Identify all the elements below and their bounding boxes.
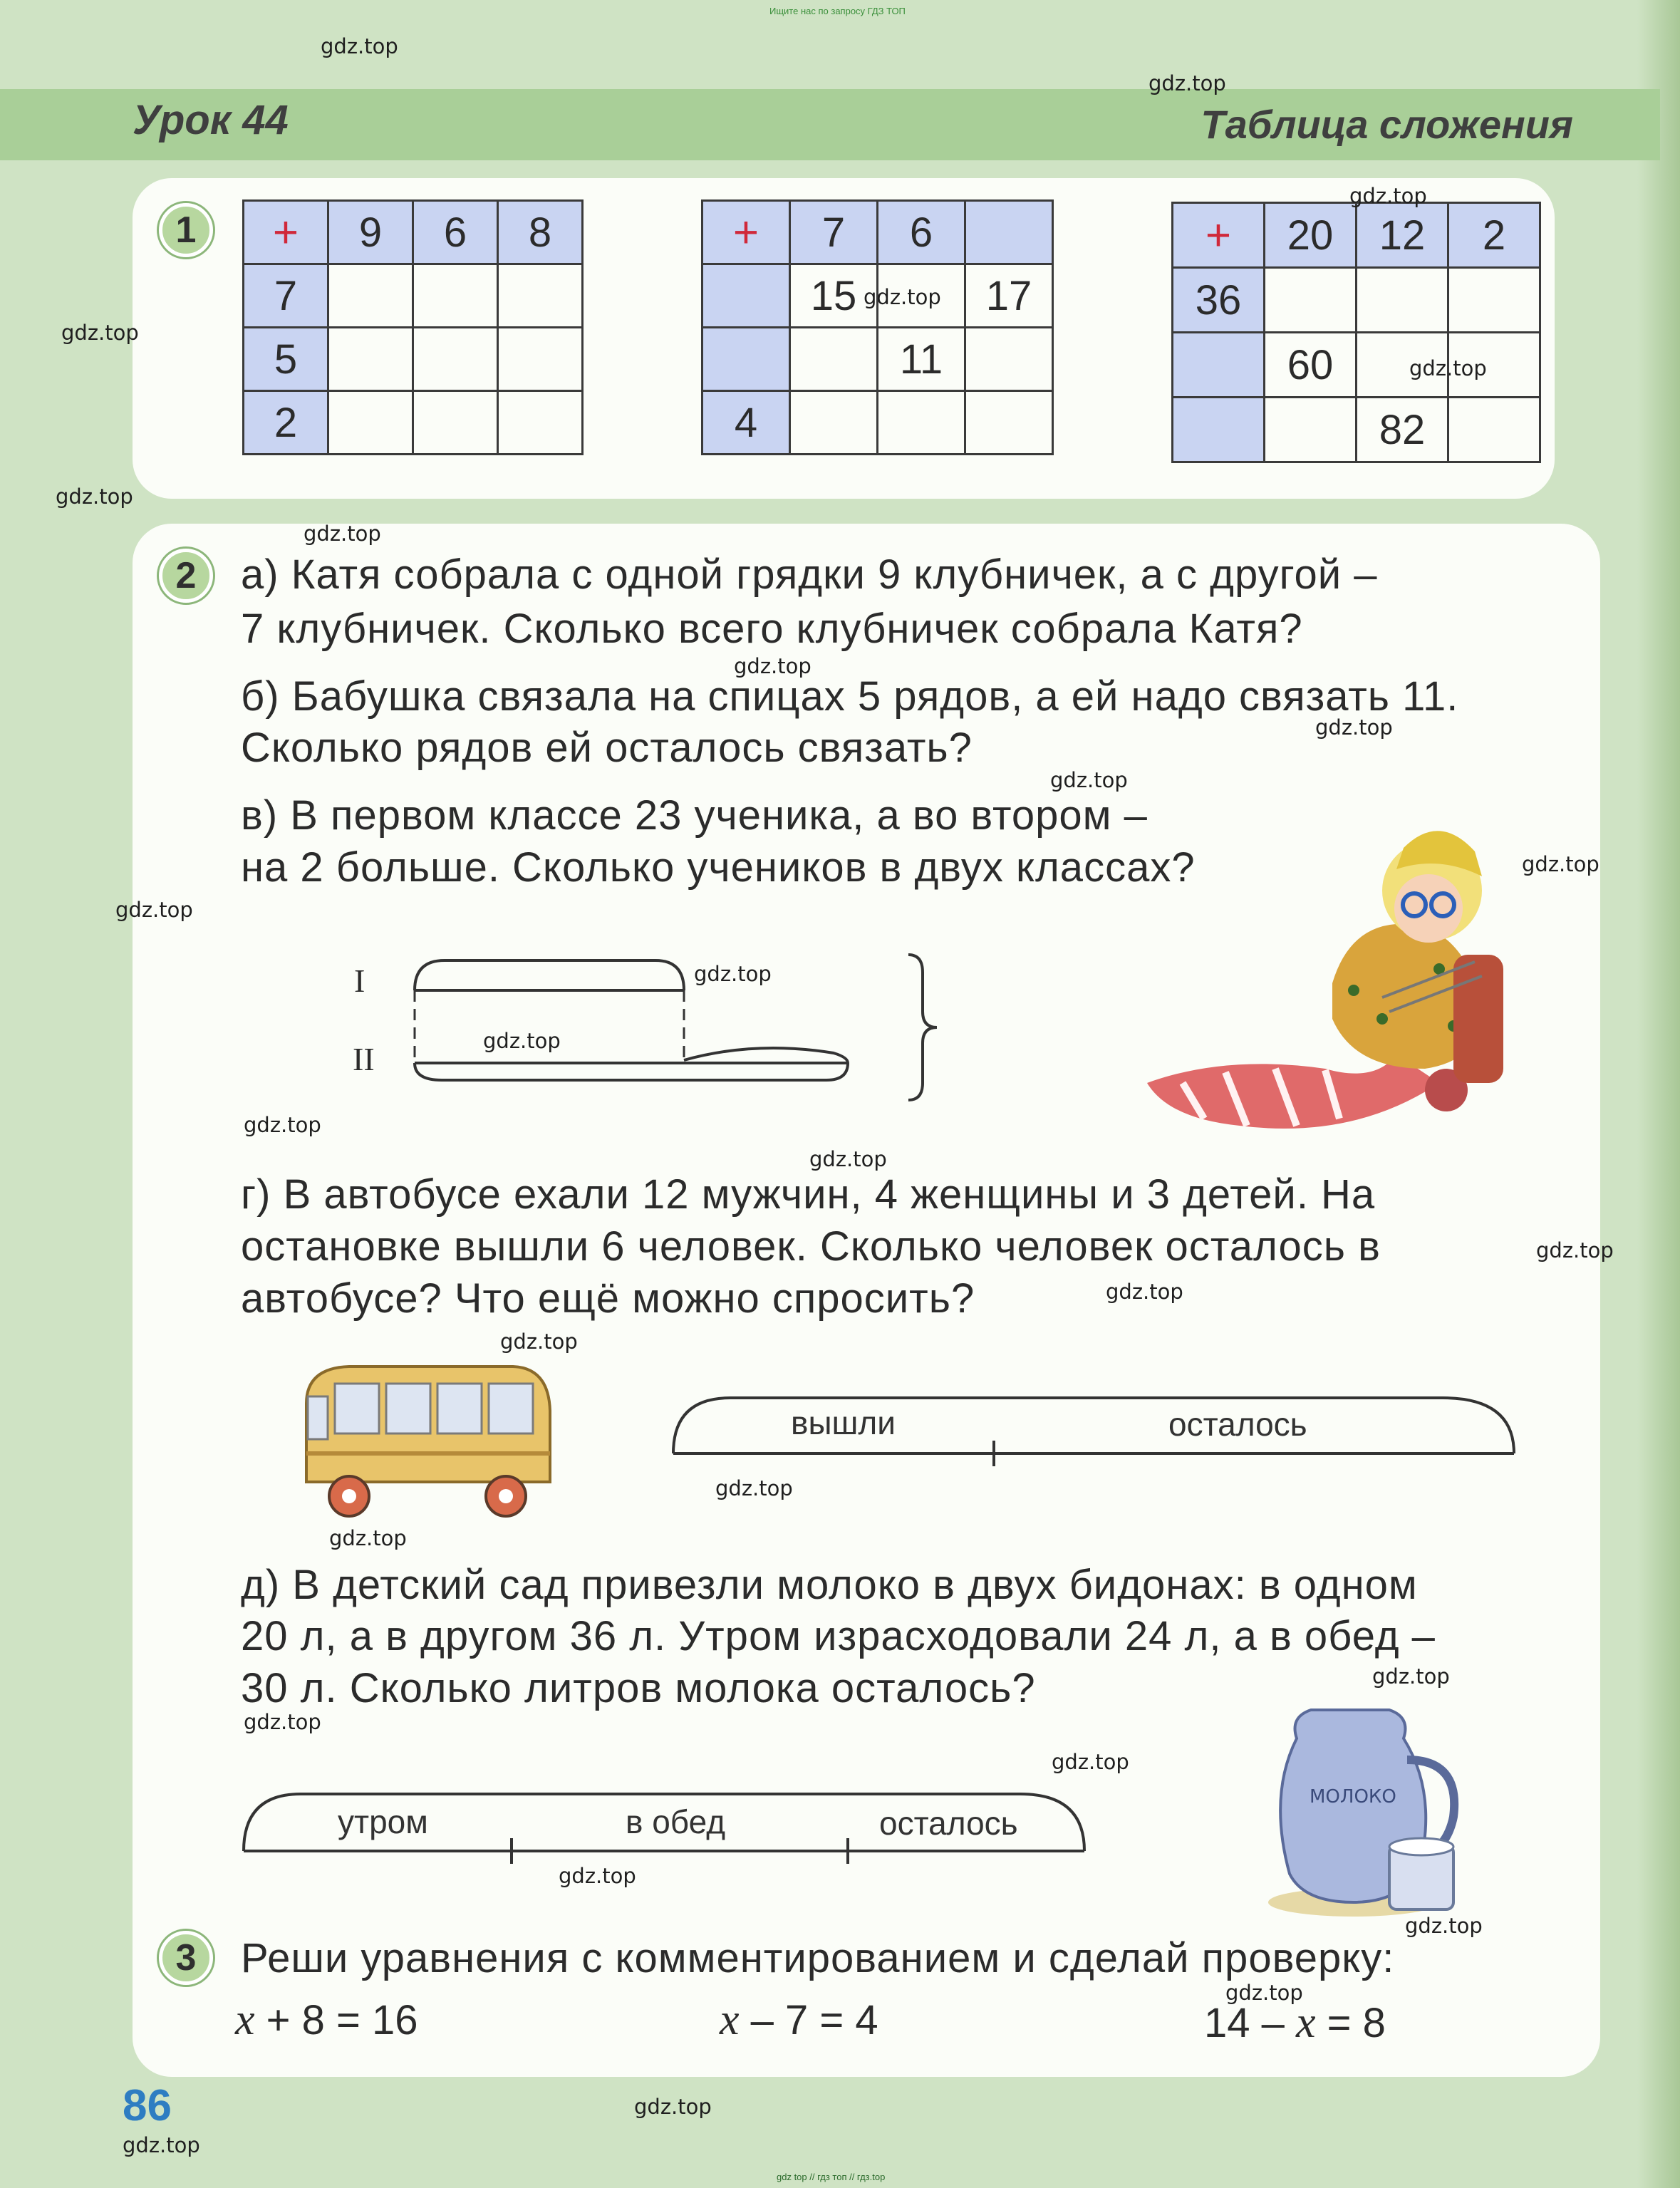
segment-label-1: I <box>354 963 365 999</box>
grandma-knitting-illustration <box>1140 784 1539 1183</box>
watermark: gdz.top <box>1409 356 1487 380</box>
col-header: 9 <box>328 201 413 264</box>
watermark: gdz.top <box>1050 768 1128 792</box>
table-cell[interactable] <box>1448 268 1540 333</box>
table-cell: 17 <box>965 264 1053 328</box>
table-cell: 15 <box>790 264 878 328</box>
problem-g-line2: остановке вышли 6 человек. Сколько человек осталось в <box>241 1223 1381 1270</box>
table-cell[interactable] <box>498 391 583 455</box>
addition-table-3 <box>1171 202 1541 463</box>
equation-1-rest: + 8 = 16 <box>254 1997 418 2043</box>
watermark: gdz.top <box>1052 1750 1129 1774</box>
watermark: gdz.top <box>123 2133 200 2157</box>
table-cell[interactable] <box>328 391 413 455</box>
watermark: gdz.top <box>1405 1914 1483 1938</box>
watermark: gdz.top <box>634 2095 712 2119</box>
plus-sign: + <box>702 201 790 264</box>
plus-sign: + <box>1173 203 1265 268</box>
col-header: 20 <box>1265 203 1357 268</box>
problem-g-line1: г) В автобусе ехали 12 мужчин, 4 женщины и 3 детей. На <box>241 1171 1376 1218</box>
watermark: gdz.top <box>329 1526 407 1550</box>
segment-label-left: вышли <box>791 1404 896 1441</box>
table-cell[interactable] <box>413 264 498 328</box>
addition-table-2 <box>701 199 1054 455</box>
problem-v-line1: в) В первом классе 23 ученика, а во втором – <box>241 792 1148 839</box>
watermark: gdz.top <box>61 321 139 345</box>
equation-2-rest: – 7 = 4 <box>739 1997 878 2043</box>
problem-a-line2: 7 клубничек. Сколько всего клубничек собрала Катя? <box>241 606 1303 652</box>
table-cell[interactable] <box>498 264 583 328</box>
table-cell[interactable] <box>1357 268 1448 333</box>
table-cell[interactable] <box>790 391 878 455</box>
table-cell: 11 <box>878 328 965 391</box>
watermark: gdz.top <box>1522 852 1599 876</box>
table-cell[interactable] <box>413 328 498 391</box>
watermark: gdz.top <box>244 1710 321 1734</box>
page-edge-shade <box>1637 0 1680 2188</box>
topic-title: Таблица сложения <box>1201 102 1573 147</box>
problem-d-line1: д) В детский сад привезли молоко в двух бидонах: в одном <box>241 1562 1418 1608</box>
col-header: 8 <box>498 201 583 264</box>
watermark: gdz.top <box>1349 184 1427 208</box>
watermark: gdz.top <box>244 1113 321 1137</box>
problem-v-line2: на 2 больше. Сколько учеников в двух классах? <box>241 844 1196 891</box>
table-cell[interactable] <box>498 328 583 391</box>
segment-label-lunch: в обед <box>626 1803 726 1840</box>
table-cell[interactable] <box>965 391 1053 455</box>
equation-3-rest: = 8 <box>1315 2000 1386 2046</box>
problem-d-line2: 20 л, а в другом 36 л. Утром израсходовали 24 л, а в обед – <box>241 1613 1436 1659</box>
bus-illustration <box>292 1354 563 1525</box>
watermark: gdz.top <box>1372 1664 1450 1689</box>
row-header: 5 <box>244 328 328 391</box>
addition-table-1 <box>242 199 584 455</box>
table-cell[interactable] <box>328 328 413 391</box>
jug-label: МОЛОКО <box>1310 1786 1396 1808</box>
watermark: gdz.top <box>864 285 941 309</box>
task3-number: 3 <box>159 1931 213 1985</box>
col-header: 12 <box>1357 203 1448 268</box>
watermark: gdz.top <box>809 1147 887 1171</box>
equation-2 <box>720 1995 878 2046</box>
watermark: gdz.top <box>1106 1280 1183 1304</box>
problem-d-line3: 30 л. Сколько литров молока осталось? <box>241 1665 1036 1711</box>
row-header: 7 <box>244 264 328 328</box>
equation-3 <box>1204 1998 1386 2048</box>
table-cell[interactable] <box>965 328 1053 391</box>
task2-number: 2 <box>159 549 213 603</box>
milk-jug-illustration <box>1254 1696 1482 1924</box>
watermark: gdz.top <box>694 962 772 986</box>
col-header: 6 <box>878 201 965 264</box>
watermark: gdz.top <box>500 1329 578 1354</box>
table-cell[interactable] <box>413 391 498 455</box>
col-header: 6 <box>413 201 498 264</box>
row-header[interactable] <box>1173 333 1265 398</box>
table-cell[interactable] <box>790 328 878 391</box>
watermark: gdz.top <box>559 1864 636 1888</box>
table-cell[interactable] <box>328 264 413 328</box>
row-header[interactable] <box>1173 398 1265 462</box>
plus-sign: + <box>244 201 328 264</box>
table-cell[interactable] <box>1265 398 1357 462</box>
table-cell: 82 <box>1357 398 1448 462</box>
table-cell: 60 <box>1265 333 1357 398</box>
watermark: gdz.top <box>715 1476 793 1500</box>
variable-x: x <box>235 1996 255 2044</box>
row-header[interactable] <box>702 328 790 391</box>
watermark: gdz.top <box>321 34 398 58</box>
bottom-note: gdz top // гдз топ // гдз.top <box>777 2172 886 2182</box>
segment-label-left-over: осталось <box>879 1805 1018 1842</box>
page-number: 86 <box>123 2081 172 2130</box>
task1-number: 1 <box>159 203 213 257</box>
watermark: gdz.top <box>1315 715 1393 740</box>
problem-b-line1: б) Бабушка связала на спицах 5 рядов, а ей надо связать 11. <box>241 673 1459 720</box>
variable-x: x <box>1296 1998 1316 2047</box>
row-header: 36 <box>1173 268 1265 333</box>
table-cell[interactable] <box>1265 268 1357 333</box>
watermark: gdz.top <box>115 898 193 922</box>
watermark: gdz.top <box>483 1029 561 1053</box>
table-cell[interactable] <box>1448 398 1540 462</box>
col-header[interactable] <box>965 201 1053 264</box>
watermark: gdz.top <box>1225 1981 1303 2005</box>
problem-g-line3: автобусе? Что ещё можно спросить? <box>241 1275 975 1322</box>
segment-diagram-v <box>399 940 940 1111</box>
watermark: gdz.top <box>734 654 812 678</box>
segment-label-morning: утром <box>338 1803 428 1840</box>
watermark: gdz.top <box>1536 1238 1614 1262</box>
col-header: 7 <box>790 201 878 264</box>
equation-1 <box>235 1995 418 2046</box>
lesson-title: Урок 44 <box>133 97 289 143</box>
watermark: gdz.top <box>56 484 133 509</box>
equation-3-pre: 14 – <box>1204 2000 1296 2046</box>
top-search-note: Ищите нас по запросу ГДЗ ТОП <box>769 6 906 16</box>
segment-label-right: осталось <box>1168 1406 1307 1443</box>
row-header[interactable] <box>702 264 790 328</box>
variable-x: x <box>720 1996 740 2044</box>
problem-a-line1: а) Катя собрала с одной грядки 9 клубничек, а с другой – <box>241 551 1378 598</box>
table-cell[interactable] <box>878 391 965 455</box>
row-header: 2 <box>244 391 328 455</box>
row-header: 4 <box>702 391 790 455</box>
watermark: gdz.top <box>304 522 381 546</box>
problem-b-line2: Сколько рядов ей осталось связать? <box>241 725 973 771</box>
task3-instruction: Реши уравнения с комментированием и сделай проверку: <box>241 1935 1395 1981</box>
segment-label-2: II <box>353 1041 375 1077</box>
col-header: 2 <box>1448 203 1540 268</box>
watermark: gdz.top <box>1148 71 1226 95</box>
